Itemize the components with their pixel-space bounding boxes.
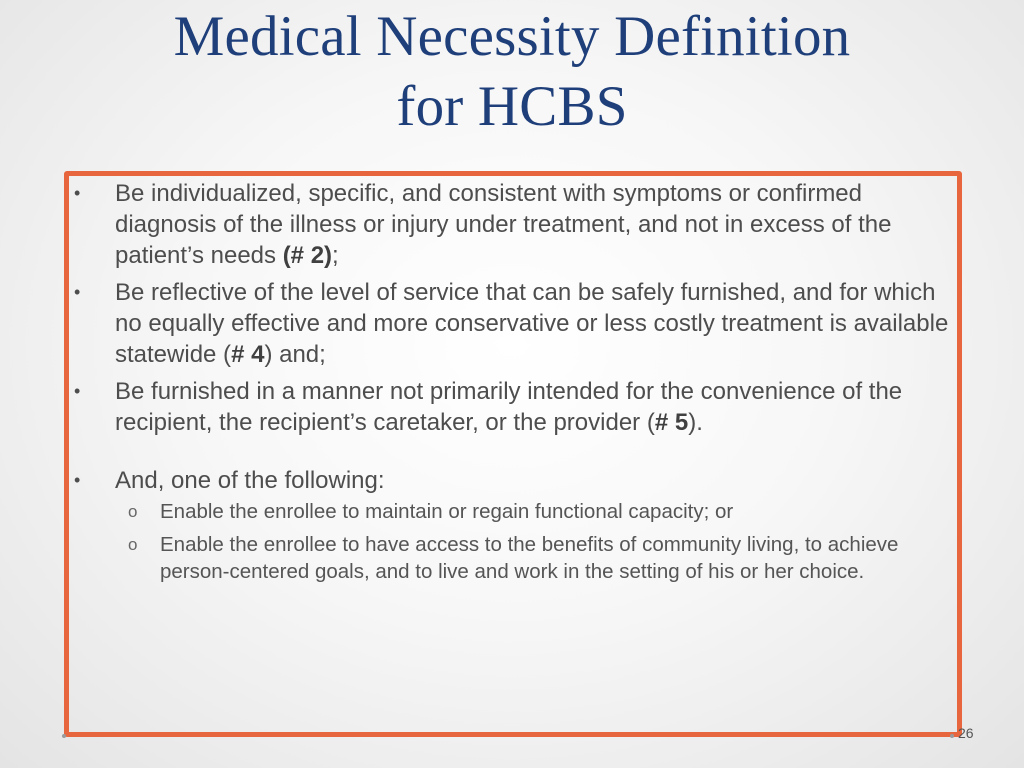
bullet-list — [72, 178, 952, 591]
bullet-reference: # 4 — [231, 341, 265, 368]
bullet-text: Be individualized, specific, and consistent with symptoms or confirmed diagnosis of the illness or injury under treatment, and not in excess of the patient’s needs — [115, 180, 892, 269]
sub-bullet-item — [115, 531, 952, 585]
slide-title-line-2: for HCBS — [396, 75, 628, 138]
bullet-suffix: ) and; — [264, 341, 326, 368]
sub-bullet-item — [115, 498, 952, 525]
sub-bullet-text: Enable the enrollee to have access to the benefits of community living, to achieve person-centered goals, and to live and work in the setting of his or her choice. — [160, 533, 899, 583]
bullet-text: And, one of the following: — [115, 467, 385, 494]
bullet-suffix: ). — [688, 409, 703, 436]
slide-title-line-1: Medical Necessity Definition — [173, 5, 851, 68]
footer-dot-left — [62, 734, 66, 738]
circle-bullet-icon: o — [128, 502, 138, 521]
bullet-text: Be reflective of the level of service that can be safely furnished, and for which no equally effective and more conservative or less costly treatment is available statewide ( — [115, 279, 949, 368]
bullet-reference: # 5 — [654, 409, 689, 436]
circle-bullet-icon: o — [128, 535, 138, 554]
bullet-item — [72, 178, 952, 271]
slide-number: 26 — [958, 725, 974, 741]
slide-title — [0, 2, 1024, 142]
bullet-suffix: ; — [332, 242, 339, 269]
bullet-icon: • — [74, 381, 81, 401]
bullet-icon: • — [74, 470, 81, 490]
bullet-item — [72, 277, 952, 370]
bullet-icon: • — [74, 282, 81, 302]
bullet-reference: (# 2) — [282, 242, 333, 269]
bullet-item — [72, 465, 952, 585]
bullet-item — [72, 376, 952, 438]
footer-dot-right — [950, 734, 954, 738]
bullet-text: Be furnished in a manner not primarily intended for the convenience of the recipient, the recipient’s caretaker, or the provider ( — [115, 378, 903, 436]
sub-bullet-text: Enable the enrollee to maintain or regain functional capacity; or — [160, 500, 734, 523]
sub-bullet-list — [115, 498, 952, 585]
bullet-icon: • — [74, 183, 81, 203]
